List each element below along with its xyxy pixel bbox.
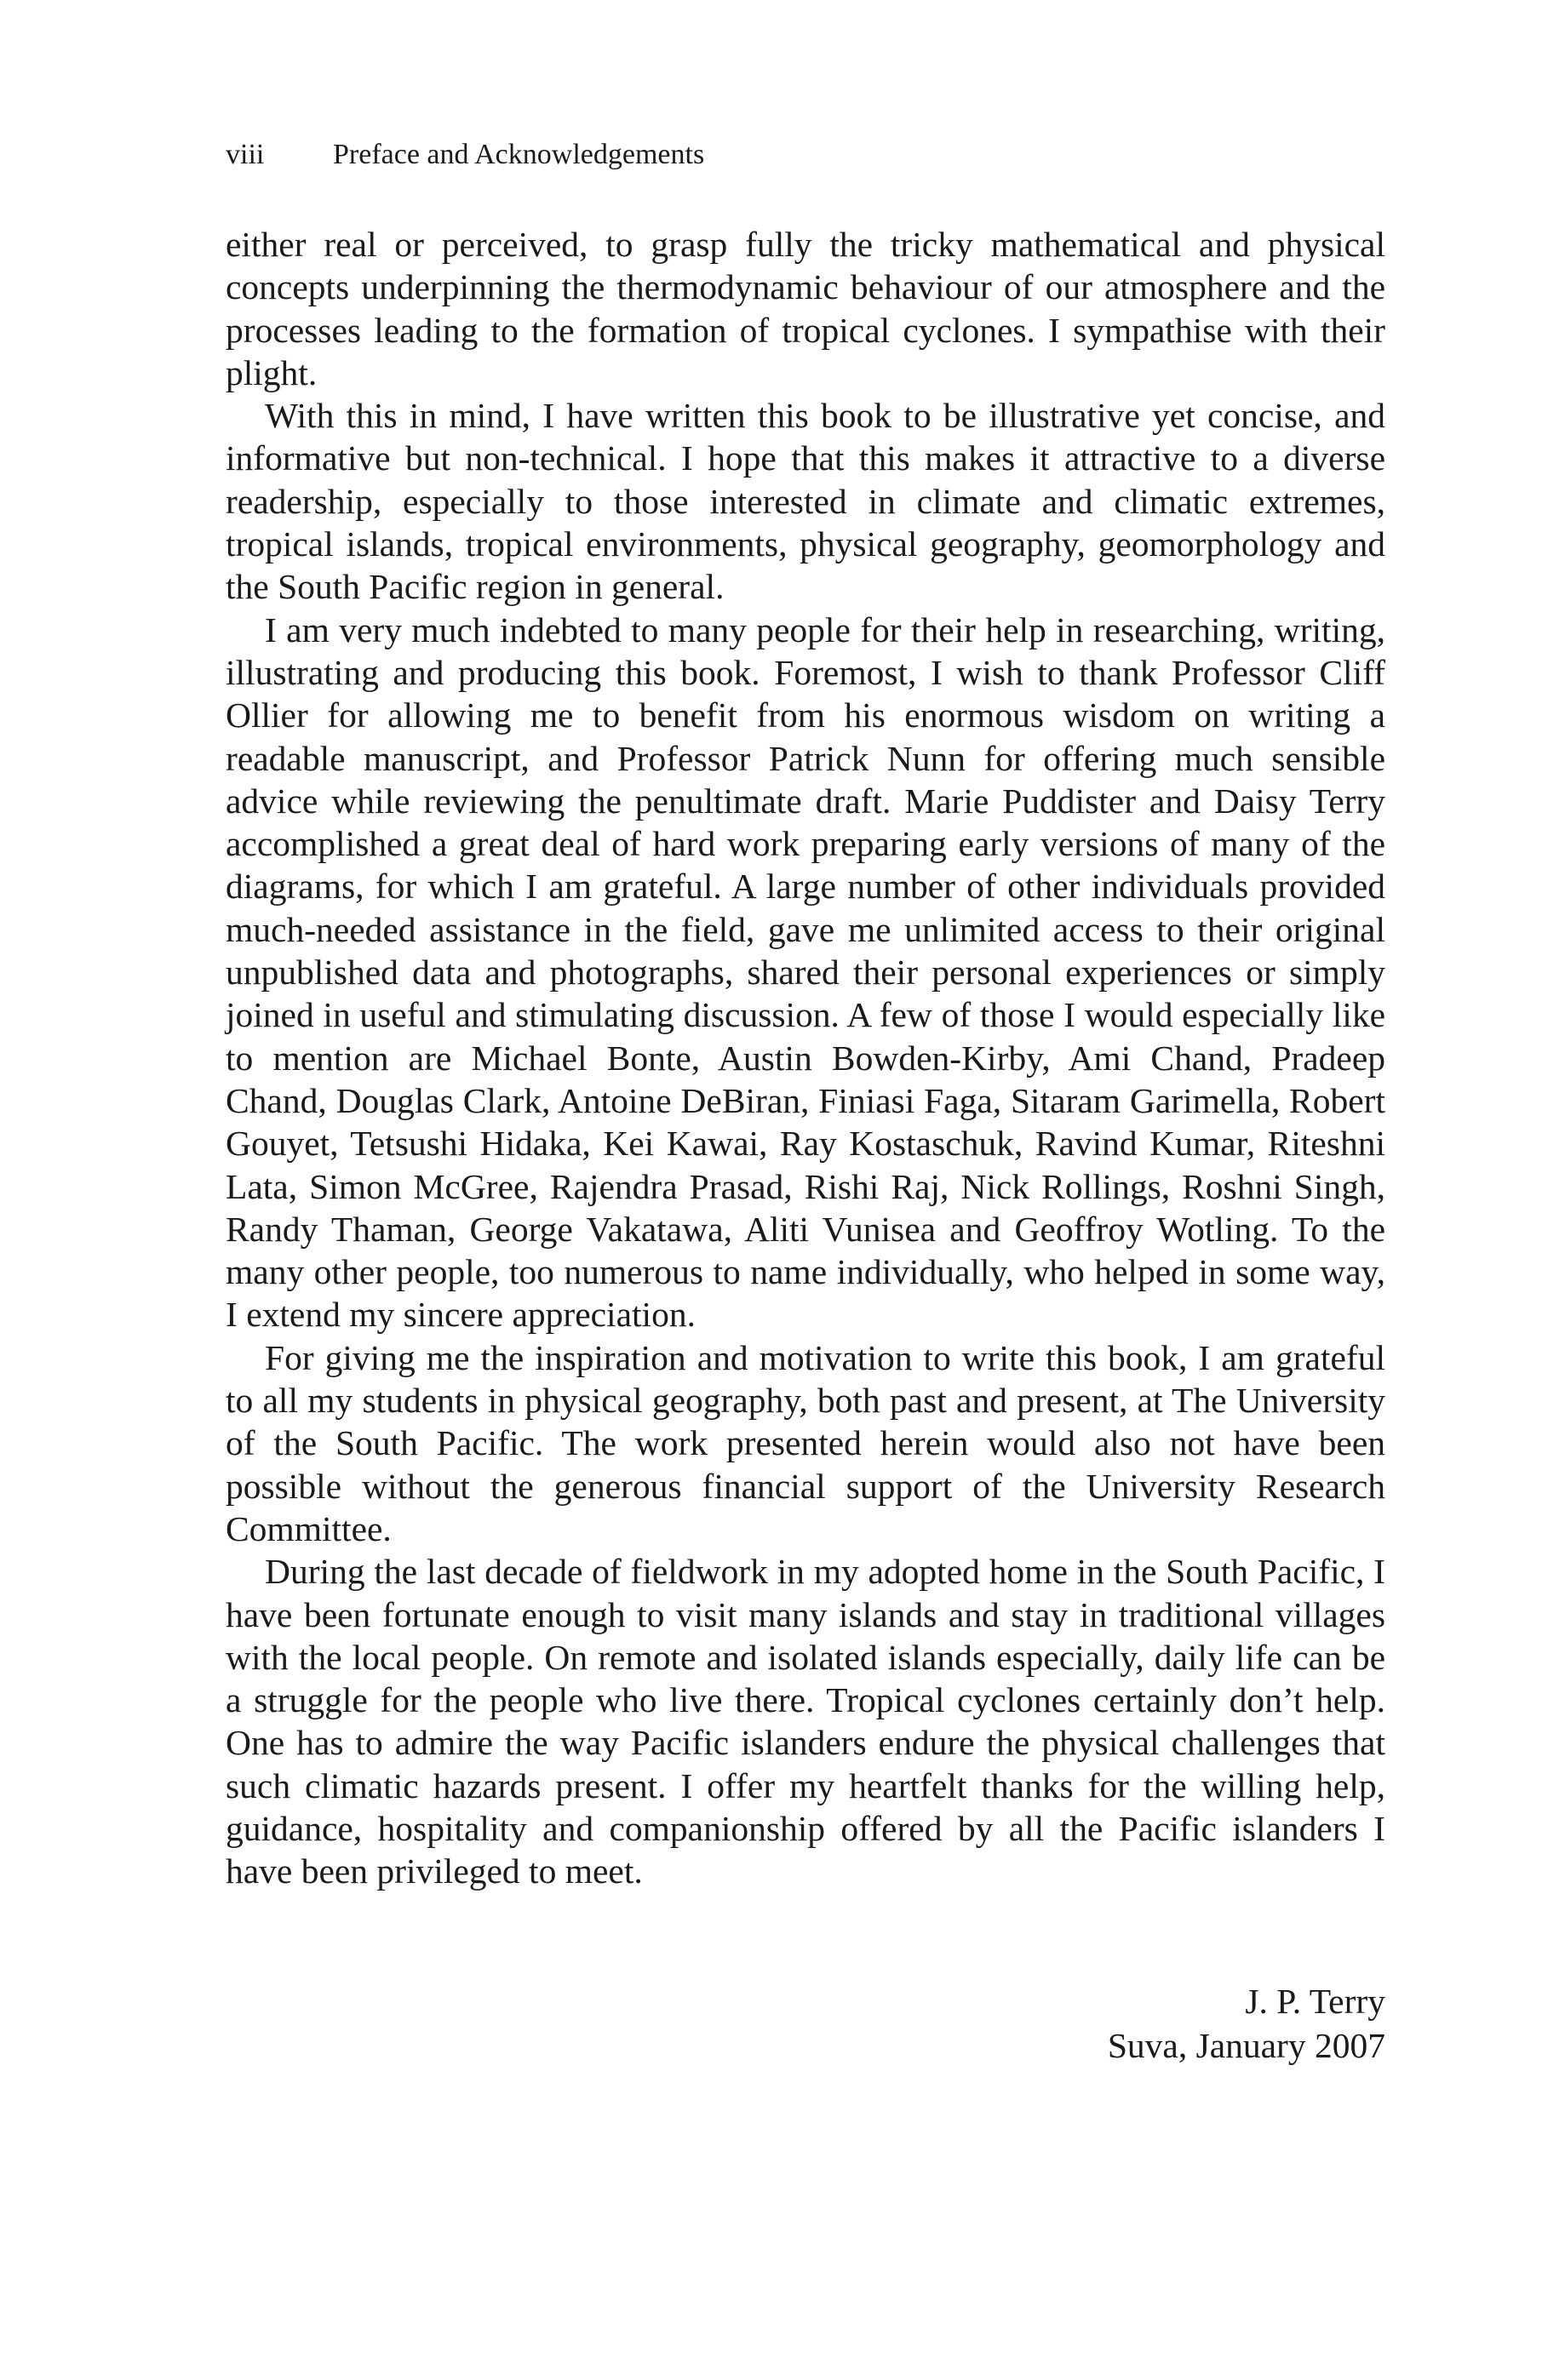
place-date: Suva, January 2007 (1107, 2026, 1385, 2065)
paragraph-book-purpose: With this in mind, I have written this book to be illustrative yet concise, and informative but non-technical. I hope that this makes it attractive to a diverse readership, especially to those interested in climate and climatic extremes, tropical islands, tropical environments, physical geography, geomorphology and the South Pacific region in general. (226, 396, 1385, 607)
page-number: viii (226, 139, 265, 170)
paragraph-continued: either real or perceived, to grasp fully the tricky mathematical and physical concepts underpinning the thermodynamic behaviour of our atmosphere and the processes leading to the formation of tropical cyclones. I sympathise with their plight. (226, 225, 1385, 392)
running-title: Preface and Acknowledgements (333, 139, 705, 170)
author-name: J. P. Terry (1245, 1982, 1385, 2021)
paragraph-pacific-islanders: During the last decade of fieldwork in my adopted home in the South Pacific, I have been fortunate enough to visit many islands and stay in traditional villages with the local people. On remote and isolated islands especially, daily life can be a struggle for the people who live there. Tropical cyclones certainly don’t help. One has to admire the way Pacific islanders endure the physical challenges that such climatic hazards present. I offer my heartfelt thanks for the willing help, guidance, hospitality and companionship offered by all the Pacific islanders I have been privileged to meet. (226, 1552, 1385, 1891)
paragraph-students-and-funding: For giving me the inspiration and motivation to write this book, I am grateful to all my students in physical geography, both past and present, at The University of the South Pacific. The work presented herein would also not have been possible without the generous financial support of the University Research Committee. (226, 1337, 1385, 1548)
body-text (226, 223, 1385, 1893)
signature-block (1108, 1979, 1385, 2068)
running-head (226, 136, 704, 174)
paragraph-acknowledgements: I am very much indebted to many people for their help in researching, writing, illustrating and producing this book. Foremost, I wish to thank Professor Cliff Ollier for allowing me to benefit from his enormous wisdom on writing a readable manuscript, and Professor Patrick Nunn for offering much sensible advice while reviewing the penultimate draft. Marie Puddister and Daisy Terry accomplished a great deal of hard work preparing early versions of many of the diagrams, for which I am grateful. A large number of other individuals provided much-needed assistance in the field, gave me unlimited access to their original unpublished data and photographs, shared their personal experiences or simply joined in useful and stimulating discussion. A few of those I would especially like to mention are Michael Bonte, Austin Bowden-Kirby, Ami Chand, Pradeep Chand, Douglas Clark, Antoine DeBiran, Finiasi Faga, Sitaram Garimella, Robert Gouyet, Tetsushi Hidaka, Kei Kawai, Ray Kostaschuk, Ravind Kumar, Riteshni Lata, Simon McGree, Rajendra Prasad, Rishi Raj, Nick Rollings, Roshni Singh, Randy Thaman, George Vakatawa, Aliti Vunisea and Geoffroy Wotling. To the many other people, too numerous to name individually, who helped in some way, I extend my sincere appreciation. (226, 609, 1385, 1335)
